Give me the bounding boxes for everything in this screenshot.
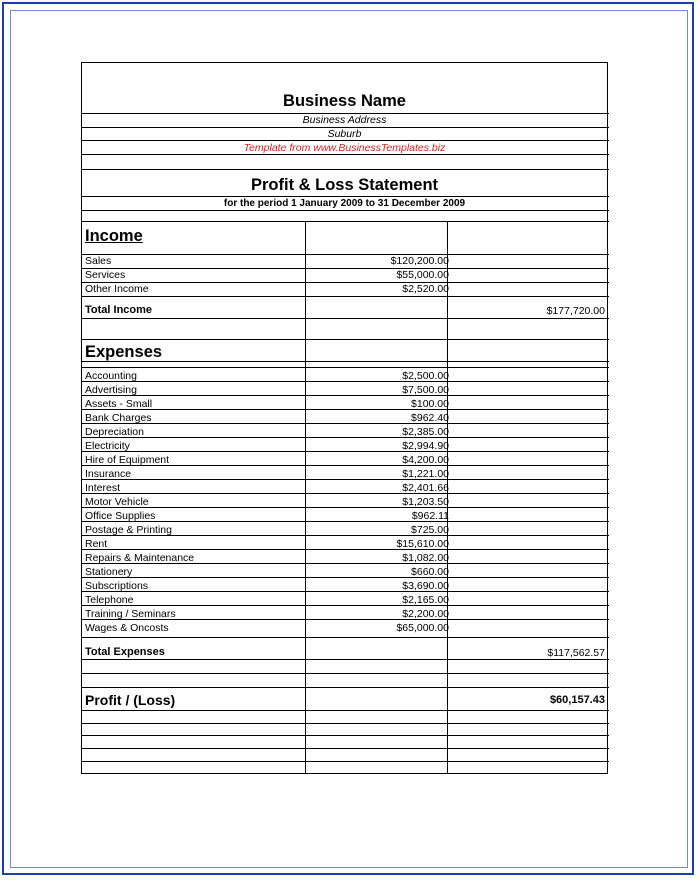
income-label: Other Income	[85, 283, 149, 295]
expense-row	[82, 549, 609, 563]
expense-label: Repairs & Maintenance	[85, 552, 195, 564]
expense-row	[82, 619, 609, 633]
grid-line	[82, 221, 609, 222]
grid-line	[82, 659, 609, 660]
grid-line	[82, 169, 609, 170]
expense-label: Advertising	[85, 384, 137, 396]
expense-label: Motor Vehicle	[85, 496, 149, 508]
expense-row	[82, 605, 609, 619]
expense-row	[82, 591, 609, 605]
expense-row	[82, 395, 609, 409]
grid-line	[82, 361, 609, 362]
expense-label: Postage & Printing	[85, 524, 172, 536]
expense-amount: $962.11	[411, 510, 449, 522]
expense-row	[82, 535, 609, 549]
grid-line	[82, 637, 609, 638]
expense-label: Assets - Small	[85, 398, 153, 410]
business-suburb: Suburb	[327, 128, 362, 140]
income-amount: $120,200.00	[390, 255, 449, 267]
expense-row	[82, 521, 609, 535]
expenses-heading: Expenses	[85, 343, 163, 361]
expense-amount: $100.00	[411, 398, 449, 410]
template-credit: Template from www.BusinessTemplates.biz	[243, 142, 446, 154]
expense-row	[82, 507, 609, 521]
expense-row	[82, 479, 609, 493]
income-amount: $2,520.00	[402, 283, 449, 295]
expense-row	[82, 437, 609, 451]
grid-line	[82, 748, 609, 749]
expense-amount: $4,200.00	[402, 454, 449, 466]
statement-period: for the period 1 January 2009 to 31 December 2009	[223, 198, 466, 209]
expense-row	[82, 367, 609, 381]
grid-line	[82, 318, 609, 319]
expense-amount: $3,690.00	[402, 580, 449, 592]
income-heading: Income	[85, 227, 143, 245]
statement-title: Profit & Loss Statement	[250, 176, 439, 194]
income-row	[82, 268, 609, 282]
expense-label: Wages & Oncosts	[85, 622, 169, 634]
expense-label: Stationery	[85, 566, 133, 578]
expense-label: Training / Seminars	[85, 608, 176, 620]
expense-label: Subscriptions	[85, 580, 149, 592]
grid-line	[82, 210, 609, 211]
profit-loss-amount: $60,157.43	[549, 694, 605, 706]
expense-label: Telephone	[85, 594, 134, 606]
grid-line	[82, 723, 609, 724]
expense-amount: $2,994.90	[402, 440, 449, 452]
business-address: Business Address	[302, 114, 387, 126]
business-name: Business Name	[283, 92, 406, 110]
expense-amount: $1,082.00	[402, 552, 449, 564]
expense-label: Bank Charges	[85, 412, 152, 424]
expense-label: Insurance	[85, 468, 132, 480]
expense-label: Accounting	[85, 370, 137, 382]
grid-line	[82, 140, 609, 141]
expense-amount: $1,221.00	[402, 468, 449, 480]
expense-row	[82, 465, 609, 479]
grid-line	[82, 710, 609, 711]
expense-amount: $65,000.00	[396, 622, 449, 634]
expense-row	[82, 493, 609, 507]
expense-row	[82, 381, 609, 395]
total-income-amount: $177,720.00	[546, 305, 605, 317]
profit-loss-sheet	[81, 62, 608, 774]
grid-line	[82, 687, 609, 688]
expense-amount: $1,203.50	[402, 496, 449, 508]
income-label: Services	[85, 269, 126, 281]
grid-line	[82, 735, 609, 736]
expense-row	[82, 563, 609, 577]
expense-amount: $2,385.00	[402, 426, 449, 438]
expense-amount: $2,165.00	[402, 594, 449, 606]
expense-label: Depreciation	[85, 426, 144, 438]
income-amount: $55,000.00	[396, 269, 449, 281]
expense-amount: $962.40	[411, 412, 449, 424]
income-row	[82, 282, 609, 296]
expense-row	[82, 423, 609, 437]
expense-row	[82, 409, 609, 423]
total-income-label: Total Income	[85, 304, 153, 316]
expense-label: Hire of Equipment	[85, 454, 170, 466]
grid-line	[82, 154, 609, 155]
grid-line	[82, 761, 609, 762]
expense-amount: $7,500.00	[402, 384, 449, 396]
expense-amount: $2,200.00	[402, 608, 449, 620]
expense-amount: $660.00	[411, 566, 449, 578]
expense-amount: $2,401.66	[402, 482, 449, 494]
expense-amount: $2,500.00	[402, 370, 449, 382]
expense-row	[82, 451, 609, 465]
income-label: Sales	[85, 255, 112, 267]
expense-amount: $15,610.00	[396, 538, 449, 550]
expense-label: Electricity	[85, 440, 130, 452]
grid-line	[82, 673, 609, 674]
expense-label: Rent	[85, 538, 108, 550]
profit-loss-label: Profit / (Loss)	[85, 692, 176, 708]
total-expenses-amount: $117,562.57	[547, 647, 605, 659]
expense-label: Office Supplies	[85, 510, 156, 522]
income-row	[82, 254, 609, 268]
expense-row	[82, 577, 609, 591]
expense-label: Interest	[85, 482, 121, 494]
grid-line	[82, 296, 609, 297]
total-expenses-label: Total Expenses	[85, 646, 165, 658]
grid-line	[82, 196, 609, 197]
expense-amount: $725.00	[411, 524, 449, 536]
grid-line	[82, 339, 609, 340]
